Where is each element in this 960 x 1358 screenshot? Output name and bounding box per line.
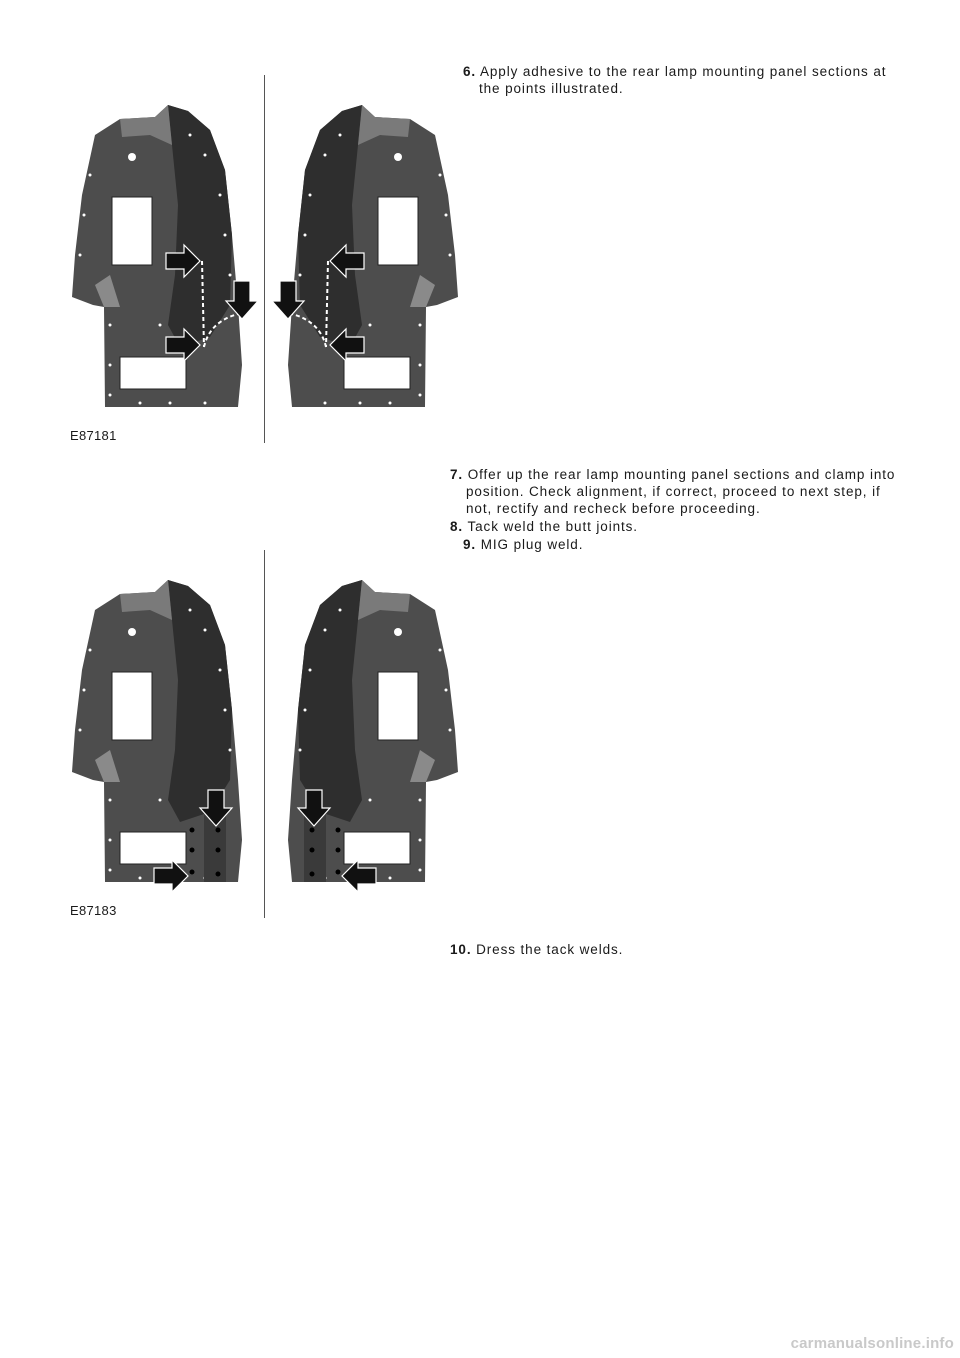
watermark: carmanualsonline.info [790, 1335, 954, 1352]
step-9 [463, 536, 583, 553]
step-number: 7. [450, 467, 464, 482]
figure-divider [264, 75, 265, 443]
figure-plug-weld [60, 550, 470, 918]
step-text: Tack weld the butt joints. [467, 519, 638, 534]
step-8 [450, 518, 638, 535]
step-10 [450, 941, 623, 958]
step-text: MIG plug weld. [480, 537, 584, 552]
step-text: not, rectify and recheck before proceeding. [466, 501, 761, 516]
step-text: Apply adhesive to the rear lamp mounting panel sections at [479, 64, 887, 79]
step-number: 9. [463, 537, 477, 552]
step-text: Offer up the rear lamp mounting panel sections and clamp into [467, 467, 896, 482]
figure-code: E87183 [70, 903, 117, 918]
panel-illustration [60, 550, 470, 918]
step-text: the points illustrated. [479, 81, 624, 96]
step-7 [450, 466, 895, 517]
step-6 [463, 63, 886, 97]
step-text: Dress the tack welds. [476, 942, 624, 957]
figure-divider [264, 550, 265, 918]
step-number: 8. [450, 519, 464, 534]
step-number: 6. [463, 64, 477, 79]
panel-illustration [60, 75, 470, 443]
figure-rear-lamp-adhesive [60, 75, 470, 443]
step-number: 10. [450, 942, 472, 957]
figure-code: E87181 [70, 428, 117, 443]
step-text: position. Check alignment, if correct, proceed to next step, if [466, 484, 881, 499]
